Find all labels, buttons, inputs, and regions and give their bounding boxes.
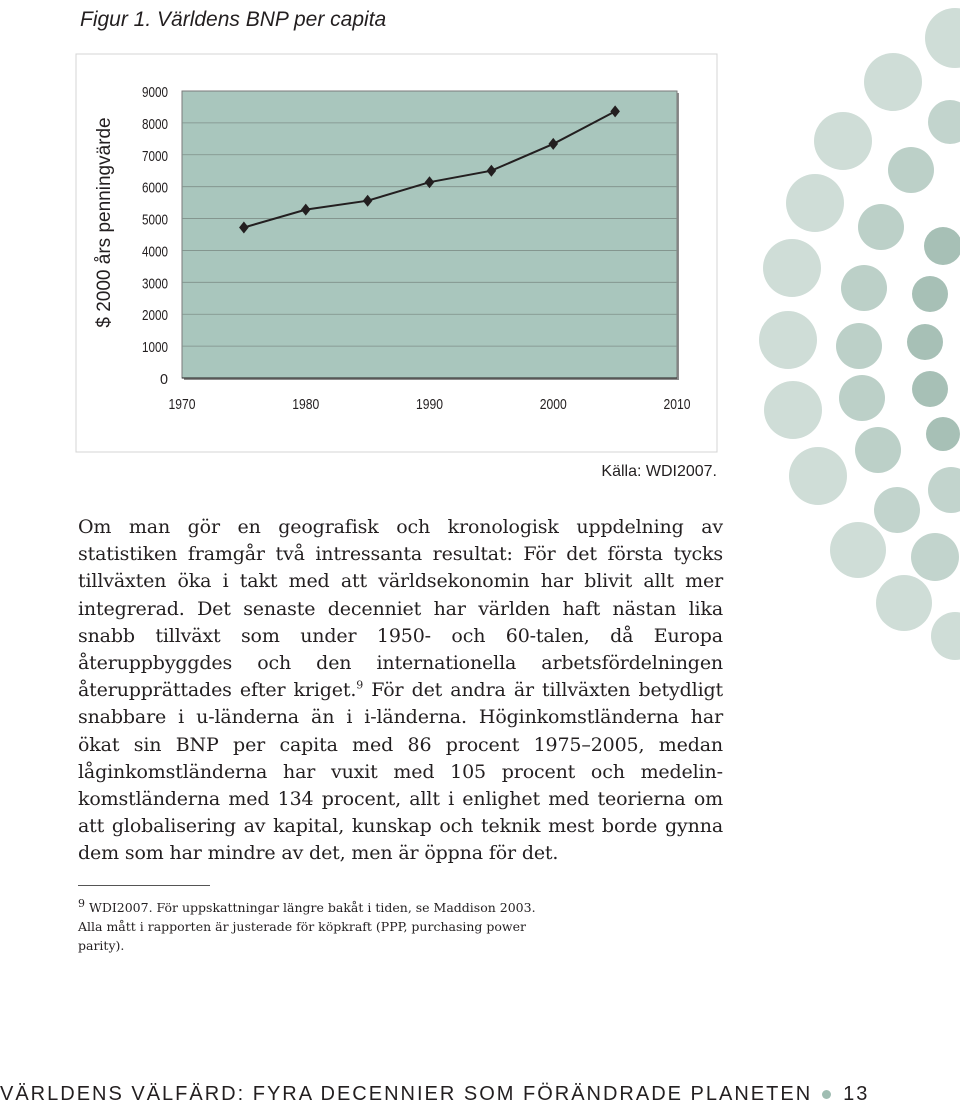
- x-tick-label: 2010: [663, 396, 691, 413]
- y-tick-label: 8000: [142, 115, 168, 133]
- y-tick-label: 1000: [142, 339, 168, 357]
- y-tick-label: 7000: [142, 147, 168, 165]
- y-tick-label: 5000: [142, 211, 168, 229]
- x-tick-label: 1980: [292, 396, 320, 413]
- y-tick-label: 6000: [142, 179, 168, 197]
- footnote-number: 9: [78, 896, 85, 910]
- decorative-dot: [876, 575, 932, 631]
- x-tick-label: 2000: [539, 396, 567, 413]
- decorative-dot: [874, 487, 920, 533]
- decorative-dot: [931, 612, 960, 660]
- body-paragraph: Om man gör en geografisk och kronologisk uppdelning av statistiken framgår två intressanta resultat: För det första tycks tillväxten öka i takt med att världsekonomin har blivit allt mer integrerad. Det senaste decenniet har världen haft nästan lika snabb tillväxt som under 1950- och 60-talen, då Europa återuppbyggdes och den internationella arbetsfördelningen återupprättades efter kriget.$^9$ För det andra är tillväxten betydligt snabbare i u-länderna än i i-länderna. Höginkomstländerna har ökat sin BNP per capita med 86 procent 1975–2005, medan låginkomstländerna har vuxit med 105 procent och medelinkomstländerna med 134 procent, allt i enlighet med teorierna om att globalisering av kapital, kunskap och teknik mest borde gynna dem som har mindre av det, men är öppna för det.: [78, 516, 723, 865]
- running-title: VÄRLDENS VÄLFÄRD: FYRA DECENNIER SOM FÖRÄNDRADE PLANETEN: [0, 1082, 813, 1105]
- x-tick-label: 1970: [168, 396, 196, 413]
- y-tick-label: 2000: [142, 307, 168, 325]
- y-tick-label: 0: [160, 371, 168, 388]
- source-note: Källa: WDI2007.: [601, 463, 717, 480]
- line-chart: [0, 0, 960, 480]
- y-tick-label: 3000: [142, 275, 168, 293]
- footnote: [78, 898, 548, 955]
- y-tick-label: 9000: [142, 84, 168, 101]
- running-footer: [0, 1082, 869, 1106]
- footer-dot-icon: [822, 1090, 831, 1099]
- footnote-text: WDI2007. För uppskattningar längre bakåt i tiden, se Maddison 2003. Alla mått i rapporten är justerade för köpkraft (PPP, purchasing power parity).: [78, 900, 536, 953]
- figure-title: Figur 1. Världens BNP per capita: [80, 8, 387, 31]
- decorative-dot: [830, 522, 886, 578]
- y-axis-title: $ 2000 års penningvärde: [94, 117, 115, 328]
- footnote-divider: [78, 885, 210, 886]
- page-number: 13: [843, 1082, 870, 1105]
- x-tick-label: 1990: [416, 396, 443, 413]
- plot-area: [182, 91, 677, 378]
- decorative-dot: [911, 533, 959, 581]
- y-tick-label: 4000: [142, 243, 168, 261]
